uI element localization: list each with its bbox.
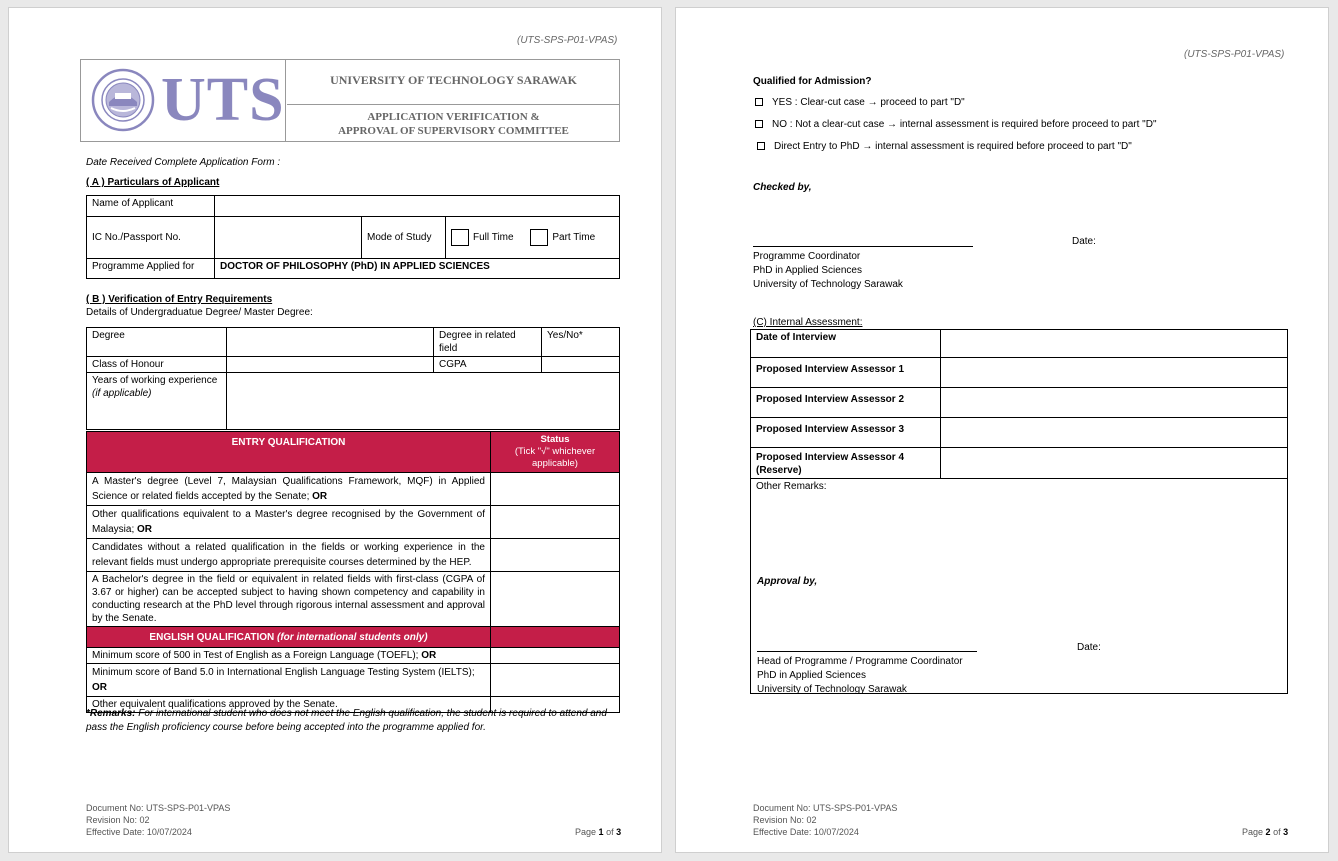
ic-field[interactable] (215, 217, 362, 259)
programme-value: DOCTOR OF PHILOSOPHY (PhD) IN APPLIED SCIENCES (215, 259, 620, 279)
honour-label: Class of Honour (87, 357, 227, 373)
coordinator-university: University of Technology Sarawak (753, 279, 903, 290)
status-cell-4[interactable] (491, 572, 620, 627)
english-row-3: Other equivalent qualifications approved by the Senate. (87, 697, 491, 713)
checked-by-signature-line (753, 246, 973, 247)
date-of-interview-field[interactable] (941, 330, 1288, 358)
uts-wordmark: UTS (161, 66, 285, 134)
qualification-text-2: Other qualifications equivalent to a Master's degree recognised by the Government of Malaysia; (92, 509, 485, 535)
english-row-1 (87, 648, 491, 664)
qualification-text-1: A Master's degree (Level 7, Malaysian Qualifications Framework, MQF) in Applied Science or related fields accepted by the Senate; (92, 476, 485, 502)
or-label: OR (137, 524, 153, 535)
remarks-label: *Remarks: (86, 708, 136, 719)
ic-label: IC No./Passport No. (87, 217, 215, 259)
approval-by-label: Approval by, (757, 576, 818, 587)
page-of: of (606, 827, 614, 837)
effective-date: Effective Date: 10/07/2024 (86, 827, 192, 837)
degree-label: Degree (87, 328, 227, 357)
mode-of-study-options (446, 217, 620, 259)
full-time-checkbox[interactable] (451, 229, 469, 246)
english-text-1: Minimum score of 500 in Test of English as a Foreign Language (TOEFL); (92, 650, 419, 661)
checked-by-label: Checked by, (753, 182, 812, 193)
assessor-4-field[interactable] (941, 448, 1288, 479)
page-prefix: Page (1242, 827, 1264, 837)
if-applicable-text: (if applicable) (92, 388, 152, 399)
status-instruction: (Tick "√" whichever applicable) (514, 446, 596, 469)
page-total: 3 (616, 827, 622, 837)
document-footer (86, 802, 230, 838)
or-label: OR (92, 682, 107, 693)
document-reference: (UTS-SPS-P01-VPAS) (1184, 49, 1285, 60)
cgpa-field[interactable] (542, 357, 620, 373)
assessor-3-label: Proposed Interview Assessor 3 (751, 418, 941, 448)
yes-no-label: Yes/No* (542, 328, 620, 357)
degree-field[interactable] (227, 328, 434, 357)
head-title: Head of Programme / Programme Coordinator (757, 656, 963, 667)
qualification-row-4: A Bachelor's degree in the field or equivalent in related fields with first-class (CGPA of 3.67 or higher) can be accepted subject to having shown competency and capability in conducting research at the PhD level through rigorous internal assessment and approval by the Senate. (87, 572, 491, 627)
particulars-table (86, 195, 620, 279)
assessor-4-reserve: (Reserve) (756, 465, 802, 476)
english-qualification-header (87, 627, 491, 648)
option-direct-entry-checkbox[interactable] (757, 142, 765, 150)
document-page-1 (8, 7, 662, 853)
remarks-text: For international student who does not meet the English qualification, the student is required to attend and pass the English proficiency course before being accepted into the programme applied for. (86, 708, 607, 733)
entry-requirements-table (86, 327, 620, 430)
remarks-approval-cell[interactable] (751, 479, 1288, 694)
mode-label: Mode of Study (362, 217, 446, 259)
document-footer (753, 802, 897, 838)
form-header (80, 59, 620, 142)
english-header-title: ENGLISH QUALIFICATION (149, 631, 275, 643)
assessor-2-field[interactable] (941, 388, 1288, 418)
page-current: 2 (1265, 827, 1271, 837)
entry-qualification-header: ENTRY QUALIFICATION (87, 432, 491, 473)
qualified-title: Qualified for Admission? (753, 76, 872, 87)
english-status-cell-2[interactable] (491, 664, 620, 697)
coordinator-programme: PhD in Applied Sciences (753, 265, 862, 276)
page-current: 1 (598, 827, 604, 837)
revision-number: Revision No: 02 (86, 815, 150, 825)
option-direct-entry (757, 141, 1132, 152)
section-c-title: (C) Internal Assessment: (753, 317, 863, 328)
section-b-title: ( B ) Verification of Entry Requirements (86, 294, 273, 305)
qualification-row-2 (87, 506, 491, 539)
page-number (575, 826, 621, 838)
document-number: Document No: UTS-SPS-P01-VPAS (86, 803, 231, 813)
document-page-2 (675, 7, 1329, 853)
form-title-line-1: APPLICATION VERIFICATION & (367, 111, 540, 123)
form-title (287, 110, 620, 138)
english-text-2: Minimum score of Band 5.0 in International English Language Testing System (IELTS); (92, 667, 475, 678)
form-title-line-2: APPROVAL OF SUPERVISORY COMMITTEE (338, 125, 569, 137)
or-label: OR (421, 650, 437, 661)
status-cell-3[interactable] (491, 539, 620, 572)
other-remarks-label: Other Remarks: (756, 481, 827, 492)
qualification-row-1 (87, 473, 491, 506)
internal-assessment-table (750, 329, 1288, 694)
entry-qualification-table (86, 431, 620, 713)
page-prefix: Page (575, 827, 597, 837)
honour-field[interactable] (227, 357, 434, 373)
option-yes-checkbox[interactable] (755, 98, 763, 106)
english-header-note: (for international students only) (277, 631, 428, 643)
assessor-3-field[interactable] (941, 418, 1288, 448)
name-field[interactable] (215, 196, 620, 217)
or-label: OR (312, 491, 328, 502)
assessor-2-label: Proposed Interview Assessor 2 (751, 388, 941, 418)
effective-date: Effective Date: 10/07/2024 (753, 827, 859, 837)
university-name: UNIVERSITY OF TECHNOLOGY SARAWAK (287, 60, 620, 105)
section-b-subtitle: Details of Undergraduatue Degree/ Master Degree: (86, 307, 313, 318)
approval-signature-line (757, 651, 977, 652)
work-experience-text: Years of working experience (92, 375, 218, 386)
status-title: Status (540, 434, 570, 445)
document-number: Document No: UTS-SPS-P01-VPAS (753, 803, 898, 813)
work-experience-label (87, 373, 227, 430)
english-status-cell-1[interactable] (491, 648, 620, 664)
option-yes (755, 97, 965, 108)
section-a-title: ( A ) Particulars of Applicant (86, 177, 220, 188)
part-time-checkbox[interactable] (530, 229, 548, 246)
assessor-1-field[interactable] (941, 358, 1288, 388)
page-total: 3 (1283, 827, 1289, 837)
logo-area (81, 60, 286, 141)
page-number (1242, 826, 1288, 838)
approval-date-label: Date: (1077, 642, 1101, 653)
status-cell-2[interactable] (491, 506, 620, 539)
programme-label: Programme Applied for (87, 259, 215, 279)
english-status-header (491, 627, 620, 648)
coordinator-title: Programme Coordinator (753, 251, 861, 262)
coordinator-block (753, 250, 903, 292)
part-time-label: Part Time (552, 232, 596, 244)
head-block (757, 655, 963, 697)
option-no-checkbox[interactable] (755, 120, 763, 128)
name-label: Name of Applicant (87, 196, 215, 217)
assessor-1-label: Proposed Interview Assessor 1 (751, 358, 941, 388)
revision-number: Revision No: 02 (753, 815, 817, 825)
remarks (86, 707, 620, 735)
related-field-label: Degree in related field (434, 328, 542, 357)
full-time-label: Full Time (473, 232, 514, 244)
status-header (491, 432, 620, 473)
qualification-row-3: Candidates without a related qualification in the fields or working experience in the relevant fields must undergo appropriate prerequisite courses determined by the HEP. (87, 539, 491, 572)
option-direct-entry-label: Direct Entry to PhD → internal assessment is required before proceed to part "D" (774, 141, 1132, 152)
checked-date-label: Date: (1072, 236, 1096, 247)
university-seal-logo (91, 68, 155, 132)
option-yes-label: YES : Clear-cut case → proceed to part "D" (772, 97, 965, 108)
option-no-label: NO : Not a clear-cut case → internal assessment is required before proceed to part "D" (772, 119, 1157, 130)
document-reference: (UTS-SPS-P01-VPAS) (517, 35, 618, 46)
assessor-4-label (751, 448, 941, 479)
date-received-label: Date Received Complete Application Form : (86, 157, 281, 168)
head-programme: PhD in Applied Sciences (757, 670, 866, 681)
status-cell-1[interactable] (491, 473, 620, 506)
work-experience-field[interactable] (227, 373, 620, 430)
assessor-4-title: Proposed Interview Assessor 4 (756, 452, 905, 463)
english-row-2 (87, 664, 491, 697)
head-university: University of Technology Sarawak (757, 684, 907, 695)
date-of-interview-label: Date of Interview (751, 330, 941, 358)
option-no (755, 119, 1157, 130)
page-of: of (1273, 827, 1281, 837)
cgpa-label: CGPA (434, 357, 542, 373)
